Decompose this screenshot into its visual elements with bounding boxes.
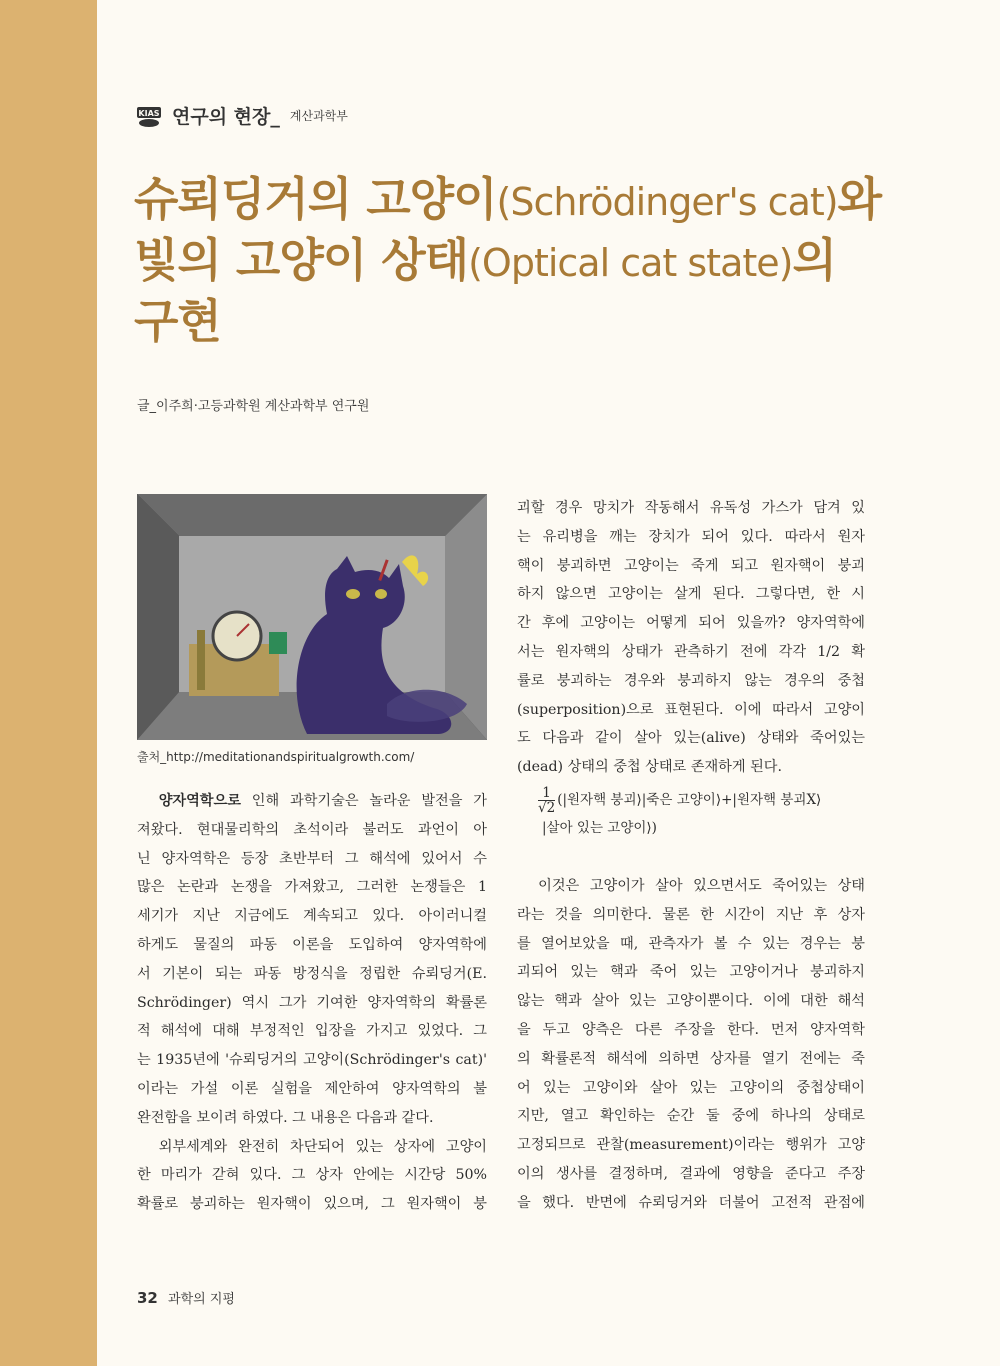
text-line: 의 확률론적 해석에 의하면 상자를 열기 전에는 죽 bbox=[517, 1050, 865, 1067]
svg-text:KIAS: KIAS bbox=[138, 109, 160, 118]
page-number: 32 bbox=[137, 1289, 158, 1307]
text-line: 많은 논란과 논쟁을 가져왔고, 그러한 논쟁들은 1 bbox=[137, 879, 487, 896]
kias-logo-icon bbox=[134, 100, 164, 130]
text-line: 서는 원자핵의 상태가 관측하기 전에 각각 1/2 확 bbox=[517, 643, 865, 660]
text-line: 어 있는 고양이와 살아 있는 고양이의 중첩상태이 bbox=[517, 1079, 865, 1096]
text-line: Schrödinger) 역시 그가 기여한 양자역학의 확률론 bbox=[137, 994, 487, 1011]
title-line-3: 구현 bbox=[134, 294, 221, 348]
formula-fraction: $\frac{1}{√2}$ bbox=[538, 785, 556, 816]
figure-caption: 출처_http://meditationandspiritualgrowth.com/ bbox=[137, 750, 415, 764]
text-line: 하지 않으면 고양이는 살게 된다. 그렇다면, 한 시 bbox=[517, 586, 865, 603]
text-line: 적 해석에 대해 부정적인 입장을 가지고 있었다. 그 bbox=[137, 1023, 487, 1040]
text-line: 닌 양자역학은 등장 초반부터 그 해석에 있어서 수 bbox=[137, 850, 487, 867]
text-line: 간 후에 고양이는 어떻게 되어 있을까? 양자역학에 bbox=[517, 615, 865, 632]
text-line: 않는 핵과 살아 있는 고양이뿐이다. 이에 대한 해석 bbox=[517, 993, 865, 1010]
cat-in-box-figure bbox=[137, 494, 487, 740]
byline: 글_이주희·고등과학원 계산과학부 연구원 bbox=[137, 399, 370, 414]
text-line: (dead) 상태의 중첩 상태로 존재하게 된다. bbox=[517, 759, 783, 776]
text-line: 고정되므로 관찰(measurement)이라는 행위가 고양 bbox=[517, 1137, 865, 1154]
text-line: 양자역학으로 인해 과학기술은 놀라운 발전을 가 bbox=[158, 793, 487, 809]
text-line: 져왔다. 현대물리학의 초석이라 불러도 과언이 아 bbox=[137, 821, 487, 838]
text-line: 도 다음과 같이 살아 있는(alive) 상태와 죽어있는 bbox=[517, 730, 865, 747]
text-line: 이것은 고양이가 살아 있으면서도 죽어있는 상태 bbox=[538, 878, 865, 894]
left-para-2 bbox=[137, 1133, 487, 1219]
text-line: 하게도 물질의 파동 이론을 도입하여 양자역학에 bbox=[137, 936, 487, 953]
text-line: 이라는 가설 이론 실험을 제안하여 양자역학의 불 bbox=[137, 1080, 487, 1097]
text-line: 지만, 열고 확인하는 순간 둘 중에 하나의 상태로 bbox=[517, 1108, 865, 1125]
text-line: 세기가 지난 지금에도 계속되고 있다. 아이러니컬 bbox=[137, 908, 487, 925]
text-line: 을 했다. 반면에 슈뢰딩거와 더불어 고전적 관점에 bbox=[517, 1194, 865, 1211]
text-line: 라는 것을 의미한다. 물론 한 시간이 지난 후 상자 bbox=[517, 906, 865, 923]
section-label: 연구의 현장_ bbox=[172, 105, 280, 128]
subsection-label: 계산과학부 bbox=[289, 108, 348, 123]
left-para-1 bbox=[137, 787, 487, 1133]
text-line: 이의 생사를 결정하며, 결과에 영향을 준다고 주장 bbox=[517, 1165, 865, 1182]
formula-line-2: |살아 있는 고양이⟩) bbox=[542, 820, 657, 836]
text-line: 외부세계와 완전히 차단되어 있는 상자에 고양이 bbox=[158, 1138, 487, 1155]
text-line: 괴할 경우 망치가 작동해서 유독성 가스가 담겨 있 bbox=[517, 500, 865, 516]
text-line: 확률로 붕괴하는 원자핵이 있으며, 그 원자핵이 붕 bbox=[137, 1196, 487, 1213]
title-line-1: 슈뢰딩거의 고양이(Schrödinger's cat)와 bbox=[134, 172, 882, 226]
text-line: 서 기본이 되는 파동 방정식을 정립한 슈뢰딩거(E. bbox=[137, 965, 487, 982]
text-line: 핵이 붕괴하면 고양이는 죽게 되고 원자핵이 붕괴 bbox=[517, 557, 865, 574]
superposition-formula bbox=[538, 786, 868, 841]
text-line: 괴되어 있는 핵과 죽어 있는 고양이거나 붕괴하지 bbox=[517, 964, 865, 981]
text-line: 는 1935년에 '슈뢰딩거의 고양이(Schrödinger's cat)' bbox=[137, 1052, 487, 1069]
article-title bbox=[134, 170, 934, 350]
text-line: (superposition)으로 표현된다. 이에 따라서 고양이 bbox=[517, 701, 865, 718]
formula-line-1: $\frac{1}{√2}$ (|원자핵 붕괴⟩|죽은 고양이⟩+|원자핵 붕괴X⟩ bbox=[538, 785, 822, 816]
title-line-2: 빛의 고양이 상태(Optical cat state)의 bbox=[134, 233, 836, 287]
text-line: 는 유리병을 깨는 장치가 되어 있다. 따라서 원자 bbox=[517, 528, 865, 545]
left-column-text bbox=[137, 787, 487, 1219]
section-header bbox=[134, 100, 348, 130]
text-line: 을 두고 양측은 다른 주장을 한다. 먼저 양자역학 bbox=[517, 1021, 865, 1038]
page-footer bbox=[137, 1288, 235, 1307]
text-line: 한 마리가 갇혀 있다. 그 상자 안에는 시간당 50% bbox=[137, 1167, 487, 1184]
right-column-text-a bbox=[517, 494, 865, 782]
text-line: 률로 붕괴하는 경우와 붕괴하지 않는 경우의 중첩 bbox=[517, 672, 865, 689]
right-column-text-b bbox=[517, 872, 865, 1218]
magazine-name: 과학의 지평 bbox=[168, 1292, 235, 1307]
text-line: 를 열어보았을 때, 관측자가 볼 수 있는 경우는 붕 bbox=[517, 935, 865, 952]
side-color-band bbox=[0, 0, 97, 1366]
text-line: 완전함을 보이려 하였다. 그 내용은 다음과 같다. bbox=[137, 1109, 434, 1126]
